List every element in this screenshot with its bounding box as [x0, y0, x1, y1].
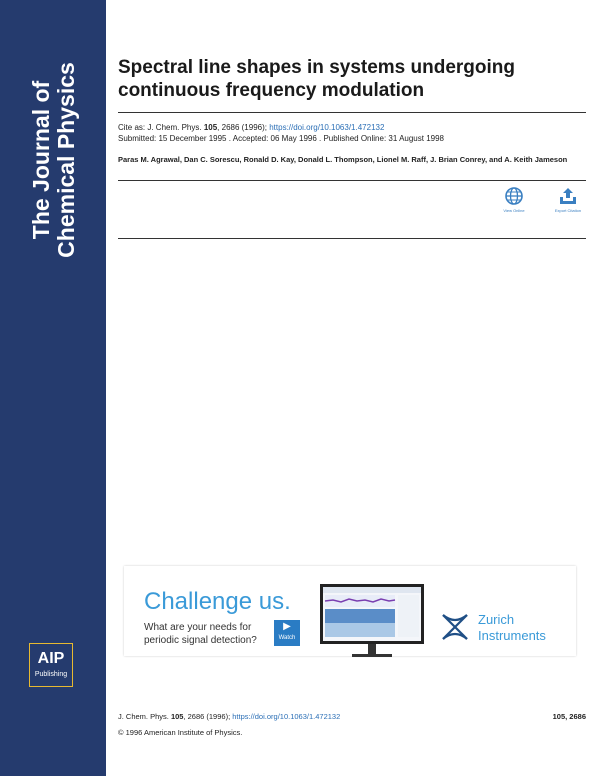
footer-doi-link[interactable]: https://doi.org/10.1063/1.472132 [232, 712, 341, 721]
aip-logo-text: AIP [37, 650, 65, 667]
brand-line1: Zurich [478, 612, 515, 627]
ad-watch-button[interactable] [274, 620, 300, 646]
export-citation-label: Export Citation [554, 208, 582, 213]
author-list: Paras M. Agrawal, Dan C. Sorescu, Ronald D. Kay, Donald L. Thompson, Lionel M. Raff, J. Brian Conrey, and A. Keith Jameson [118, 155, 568, 164]
footer-cite-volume: 105 [170, 712, 184, 721]
ad-watch-label: Watch [278, 635, 296, 641]
publication-dates: Submitted: 15 December 1995 . Accepted: 06 May 1996 . Published Online: 31 August 1998 [118, 134, 444, 143]
title-divider [118, 112, 586, 113]
advertisement-banner[interactable] [124, 566, 576, 656]
cite-label: Cite as: J. Chem. Phys. [118, 123, 204, 132]
cite-volume: 105 [203, 123, 218, 132]
footer-page-ref: 105, 2686 [552, 712, 586, 721]
ad-monitor-image [320, 584, 424, 644]
journal-name-line2: Chemical Physics [53, 62, 79, 258]
copyright-notice: © 1996 American Institute of Physics. [118, 728, 243, 737]
footer-citation [118, 712, 340, 722]
cite-rest: , 2686 (1996); [217, 123, 270, 132]
citation-line [118, 122, 588, 133]
authors-divider [118, 180, 586, 181]
header-divider [118, 238, 586, 239]
journal-name [29, 20, 79, 300]
aip-logo-subtext: Publishing [34, 671, 68, 678]
article-title: Spectral line shapes in systems undergoing continuous frequency modulation [118, 57, 516, 101]
zurich-instruments-brand [478, 612, 546, 644]
footer-cite-prefix: J. Chem. Phys. [118, 712, 171, 721]
play-icon: ▶ [283, 621, 291, 632]
doi-link[interactable]: https://doi.org/10.1063/1.472132 [269, 123, 385, 132]
footer-cite-rest: , 2686 (1996); [183, 712, 233, 721]
view-online-button[interactable] [494, 186, 534, 213]
ad-monitor-base [352, 654, 392, 657]
journal-sidebar [0, 0, 106, 776]
view-online-label: View Online [503, 208, 525, 213]
zurich-instruments-logo-icon [440, 612, 470, 642]
brand-line2: Instruments [478, 628, 546, 643]
ad-headline: Challenge us. [144, 588, 291, 615]
globe-icon [504, 186, 524, 206]
ad-subtext: What are your needs for periodic signal detection? [144, 622, 257, 646]
journal-name-line1: The Journal of [28, 80, 54, 240]
aip-publishing-logo[interactable] [29, 643, 73, 687]
ad-screen-graphic [323, 587, 421, 641]
export-citation-button[interactable] [548, 186, 588, 213]
export-icon [558, 186, 578, 206]
